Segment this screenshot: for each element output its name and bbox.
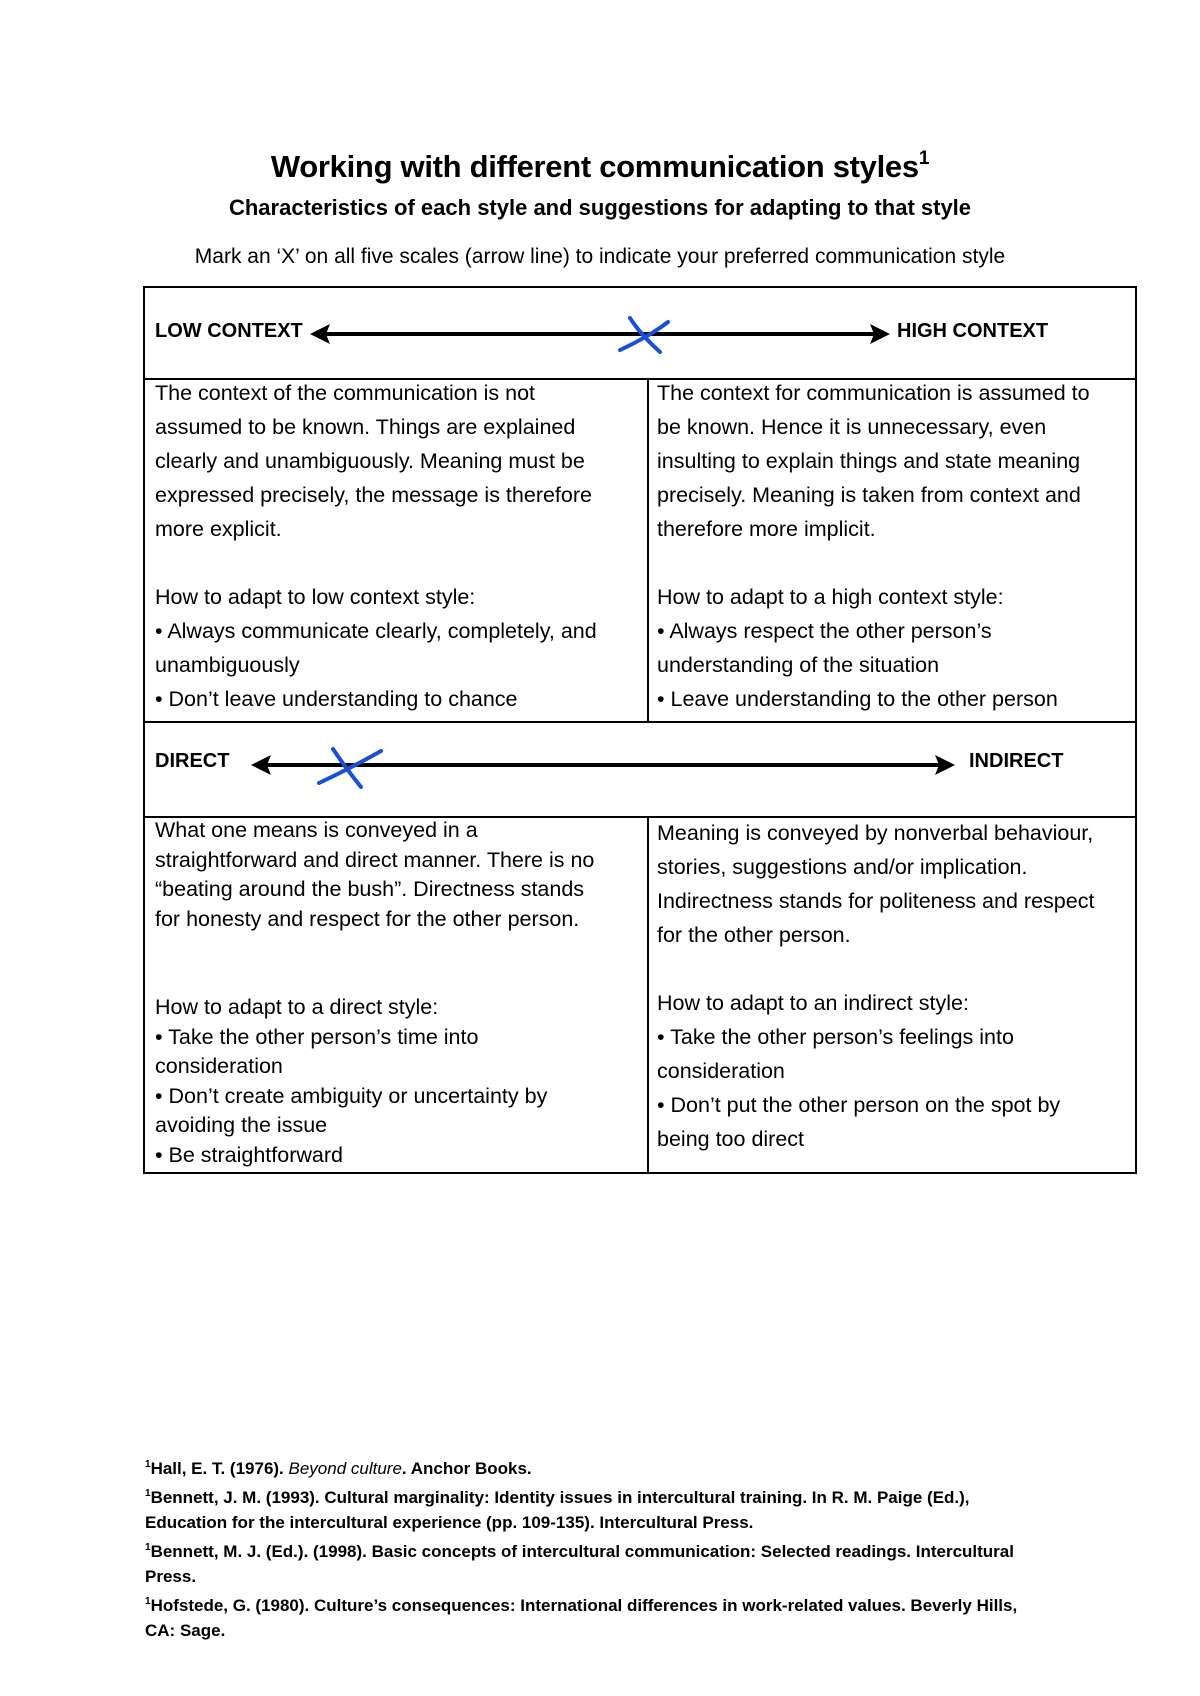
high-context-cell [657, 376, 1132, 716]
footnote: $^1$Bennett, M. J. (Ed.). (1998). Basic concepts of intercultural communication: Selected readings. Intercultural Press. [145, 1542, 1014, 1586]
description-line: insulting to explain things and state meaning [657, 449, 1081, 473]
tip-line: • Don’t create ambiguity or uncertainty by [155, 1083, 548, 1108]
tip-line: understanding of the situation [657, 653, 940, 677]
direct-cell [155, 816, 640, 1170]
description-line: “beating around the bush”. Directness stands [155, 877, 585, 901]
scale-low-context-label: LOW CONTEXT [155, 320, 303, 342]
footnotes [145, 1452, 1075, 1643]
description-line: precisely. Meaning is taken from context and [657, 483, 1081, 507]
description-line: The context for communication is assumed to [657, 381, 1090, 405]
adapt-heading: How to adapt to a direct style: [155, 995, 439, 1019]
tip-line: • Don’t leave understanding to chance [155, 687, 518, 711]
tip-line: • Don’t put the other person on the spot by [657, 1093, 1061, 1117]
scale-context-arrow[interactable] [310, 322, 890, 346]
description-line: Indirectness stands for politeness and respect [657, 889, 1095, 913]
tip-line: consideration [155, 1054, 283, 1078]
scale-indirect-label: INDIRECT [969, 750, 1064, 772]
tip-line: unambiguously [155, 653, 300, 677]
description-line: clearly and unambiguously. Meaning must be [155, 449, 585, 473]
low-context-cell [155, 376, 640, 716]
description-line: What one means is conveyed in a [155, 818, 478, 842]
description-line: for the other person. [657, 923, 851, 947]
description-line: The context of the communication is not [155, 381, 536, 405]
divider [145, 721, 1135, 723]
indirect-cell [657, 816, 1132, 1156]
tip-line: • Take the other person’s time into [155, 1024, 479, 1049]
page-title: Working with different communication styles$^1$ [270, 148, 930, 184]
description-line: more explicit. [155, 517, 282, 541]
adapt-heading: How to adapt to low context style: [155, 585, 476, 609]
tip-line: • Take the other person’s feelings into [657, 1025, 1014, 1049]
handwritten-x-mark-directness [315, 743, 385, 791]
footnote: $^1$Hofstede, G. (1980). Culture’s consequences: International differences in work-related values. Beverly Hills, CA: Sage. [145, 1596, 1018, 1640]
adapt-heading: How to adapt to an indirect style: [657, 991, 969, 1015]
description-line: Meaning is conveyed by nonverbal behaviour, [657, 821, 1094, 845]
scale-direct-label: DIRECT [155, 750, 230, 772]
description-line: expressed precisely, the message is therefore [155, 483, 592, 507]
tip-line: being too direct [657, 1127, 805, 1151]
description-line: for honesty and respect for the other person. [155, 906, 580, 931]
divider [647, 378, 649, 723]
tip-line: consideration [657, 1059, 785, 1083]
handwritten-x-mark-context [616, 312, 676, 356]
tip-line: • Always communicate clearly, completely, and [155, 619, 597, 643]
description-line: stories, suggestions and/or implication. [657, 855, 1028, 879]
adapt-heading: How to adapt to a high context style: [657, 585, 1004, 609]
description-line: be known. Hence it is unnecessary, even [657, 415, 1047, 439]
tip-line: • Leave understanding to the other person [657, 687, 1058, 711]
scale-high-context-label: HIGH CONTEXT [897, 320, 1049, 342]
footnote: $^1$Hall, E. T. (1976). Beyond culture. Anchor Books. [145, 1459, 532, 1478]
tip-line: • Be straightforward [155, 1142, 343, 1167]
tip-line: avoiding the issue [155, 1113, 328, 1137]
description-line: therefore more implicit. [657, 517, 876, 541]
description-line: assumed to be known. Things are explained [155, 415, 576, 439]
styles-table [143, 286, 1137, 1174]
footnote: $^1$Bennett, J. M. (1993). Cultural marginality: Identity issues in intercultural training. In R. M. Paige (Ed.), Education for the intercultural experience (pp. 109-135). Intercultural Press. [145, 1488, 970, 1532]
instruction-text: Mark an ‘X’ on all five scales (arrow line) to indicate your preferred communication style [194, 245, 1006, 268]
description-line: straightforward and direct manner. There is no [155, 847, 595, 872]
page-subtitle: Characteristics of each style and suggestions for adapting to that style [228, 195, 972, 220]
divider [647, 816, 649, 1174]
tip-line: • Always respect the other person’s [657, 619, 992, 643]
